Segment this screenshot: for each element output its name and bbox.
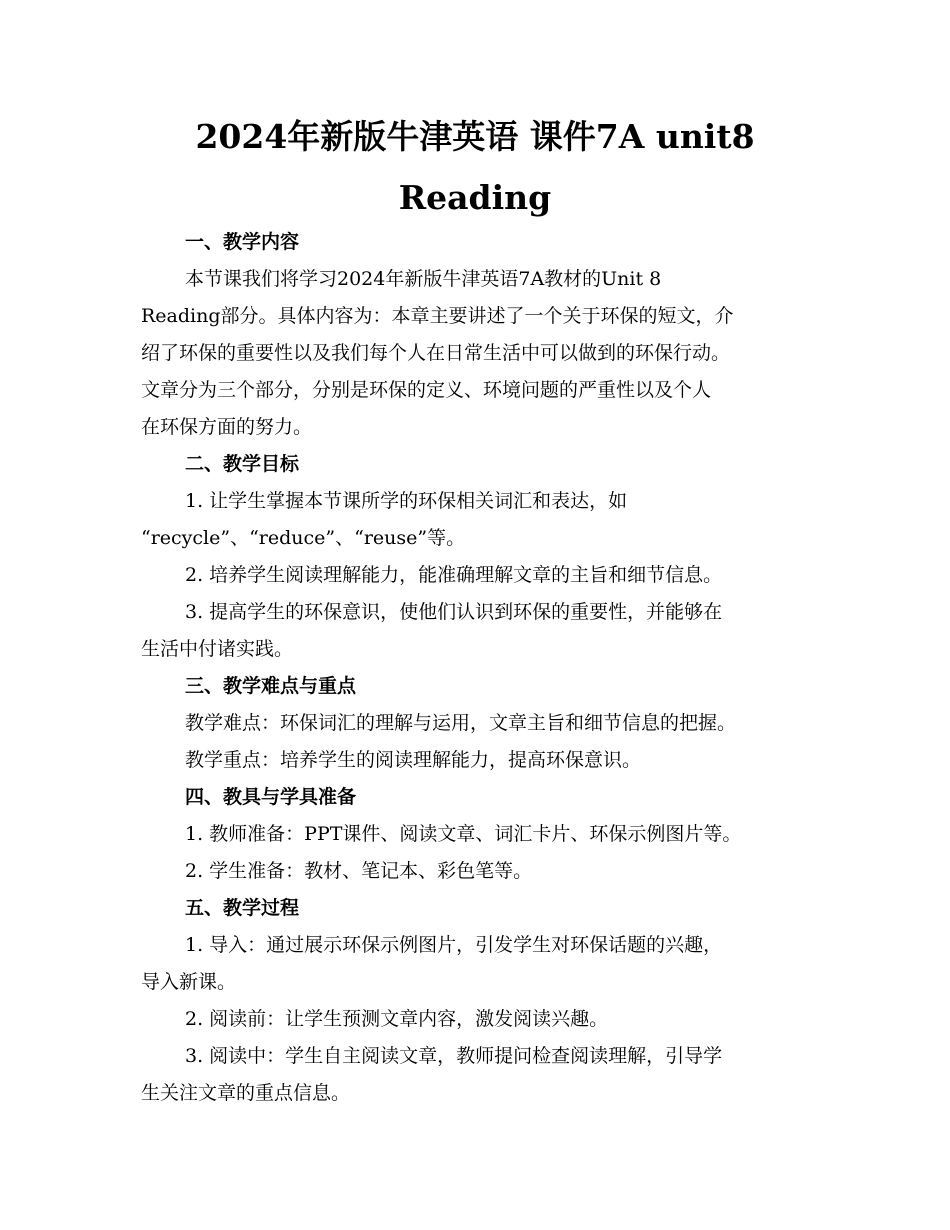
paragraph-line: 导入新课。 bbox=[141, 971, 237, 993]
paragraph-line: 绍了环保的重要性以及我们每个人在日常生活中可以做到的环保行动。 bbox=[141, 342, 731, 364]
paragraph-line: 1. 教师准备：PPT课件、阅读文章、词汇卡片、环保示例图片等。 bbox=[185, 823, 742, 845]
section-heading: 四、教具与学具准备 bbox=[185, 786, 357, 808]
title-line-2: Reading bbox=[398, 178, 552, 217]
paragraph-line: 教学难点：环保词汇的理解与运用，文章主旨和细节信息的把握。 bbox=[185, 712, 737, 734]
paragraph-line: “recycle”、“reduce”、“reuse”等。 bbox=[141, 527, 466, 549]
document-body bbox=[141, 224, 811, 1112]
paragraph-line: 3. 阅读中：学生自主阅读文章，教师提问检查阅读理解，引导学 bbox=[185, 1045, 723, 1067]
paragraph-line: 生活中付诸实践。 bbox=[141, 638, 294, 660]
section-heading: 二、教学目标 bbox=[185, 453, 300, 475]
section-heading: 三、教学难点与重点 bbox=[185, 675, 357, 697]
paragraph-line: 文章分为三个部分，分别是环保的定义、环境问题的严重性以及个人 bbox=[141, 379, 712, 401]
paragraph-line: 生关注文章的重点信息。 bbox=[141, 1082, 351, 1104]
paragraph-line: 2. 阅读前：让学生预测文章内容，激发阅读兴趣。 bbox=[185, 1008, 609, 1030]
document-title bbox=[140, 106, 810, 228]
paragraph-line: 1. 导入：通过展示环保示例图片，引发学生对环保话题的兴趣， bbox=[185, 934, 723, 956]
paragraph-line: 1. 让学生掌握本节课所学的环保相关词汇和表达，如 bbox=[185, 490, 628, 512]
paragraph-line: 2. 培养学生阅读理解能力，能准确理解文章的主旨和细节信息。 bbox=[185, 564, 723, 586]
section-heading: 五、教学过程 bbox=[185, 897, 300, 919]
paragraph-line: 2. 学生准备：教材、笔记本、彩色笔等。 bbox=[185, 860, 533, 882]
paragraph-line: 教学重点：培养学生的阅读理解能力，提高环保意识。 bbox=[185, 749, 642, 771]
paragraph-line: 本节课我们将学习2024年新版牛津英语7A教材的Unit 8 bbox=[185, 268, 662, 290]
section-heading: 一、教学内容 bbox=[185, 231, 300, 253]
paragraph-line: Reading部分。具体内容为：本章主要讲述了一个关于环保的短文，介 bbox=[141, 305, 734, 327]
paragraph-line: 3. 提高学生的环保意识，使他们认识到环保的重要性，并能够在 bbox=[185, 601, 723, 623]
title-line-1: 2024年新版牛津英语 课件7A unit8 bbox=[195, 117, 755, 156]
paragraph-line: 在环保方面的努力。 bbox=[141, 416, 313, 438]
